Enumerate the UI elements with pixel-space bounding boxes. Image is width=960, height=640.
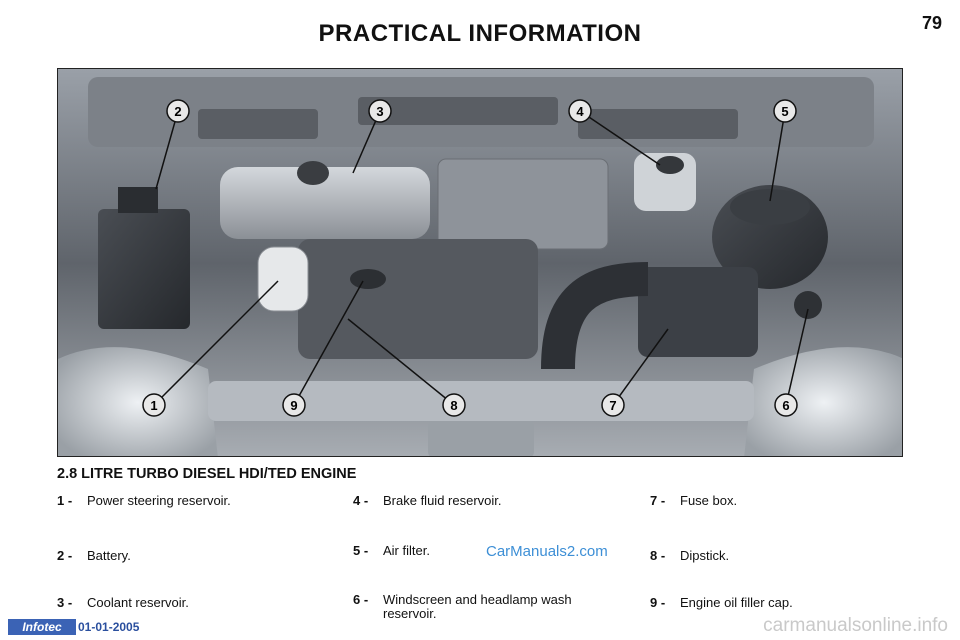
legend-text: Coolant reservoir. [87, 595, 189, 610]
svg-text:1: 1 [150, 398, 158, 413]
engine-bay-illustration [57, 68, 903, 457]
watermark-link[interactable]: CarManuals2.com [486, 543, 608, 560]
legend-number: 4 - [353, 493, 369, 508]
legend-number: 6 - [353, 592, 369, 607]
svg-text:6: 6 [782, 398, 790, 413]
callout-6 [775, 394, 797, 416]
legend-item-2 [57, 549, 337, 579]
svg-text:4: 4 [576, 104, 584, 119]
legend-number: 5 - [353, 543, 369, 558]
legend-text: Air filter. [383, 543, 430, 558]
legend-item-6 [353, 593, 633, 623]
legend-text: Power steering reservoir. [87, 493, 231, 508]
svg-text:5: 5 [781, 104, 789, 119]
callout-9 [283, 394, 305, 416]
legend-item-1 [57, 494, 337, 524]
legend-number: 9 - [650, 595, 666, 610]
legend-number: 8 - [650, 548, 666, 563]
callout-3 [369, 100, 391, 122]
legend-text: Dipstick. [680, 548, 730, 563]
callout-8 [443, 394, 465, 416]
site-watermark[interactable]: carmanualsonline.info [763, 615, 948, 636]
legend-number: 7 - [650, 493, 666, 508]
legend-text: Fuse box. [680, 493, 738, 508]
callout-4 [569, 100, 591, 122]
legend-text: Battery. [87, 548, 131, 563]
legend-text: Windscreen and headlamp wash reservoir. [383, 592, 572, 621]
legend-number: 3 - [57, 595, 73, 610]
infotec-logo: Infotec [8, 619, 76, 635]
legend-number: 1 - [57, 493, 73, 508]
footer-date: 01-01-2005 [78, 620, 140, 634]
callout-2 [167, 100, 189, 122]
page-title: PRACTICAL INFORMATION [318, 20, 642, 47]
svg-text:7: 7 [609, 398, 617, 413]
legend-text: Brake fluid reservoir. [383, 493, 502, 508]
callout-7 [602, 394, 624, 416]
legend-item-7 [650, 494, 930, 524]
callout-1 [143, 394, 165, 416]
callout-5 [774, 100, 796, 122]
svg-text:8: 8 [450, 398, 458, 413]
svg-text:9: 9 [290, 398, 298, 413]
legend-number: 2 - [57, 548, 73, 563]
legend-text: Engine oil filler cap. [680, 595, 793, 610]
section-title: 2.8 LITRE TURBO DIESEL HDI/TED ENGINE [57, 466, 357, 482]
svg-text:2: 2 [174, 104, 182, 119]
page-number: 79 [921, 13, 942, 33]
legend-item-8 [650, 549, 930, 579]
legend-item-4 [353, 494, 633, 524]
svg-text:3: 3 [376, 104, 384, 119]
